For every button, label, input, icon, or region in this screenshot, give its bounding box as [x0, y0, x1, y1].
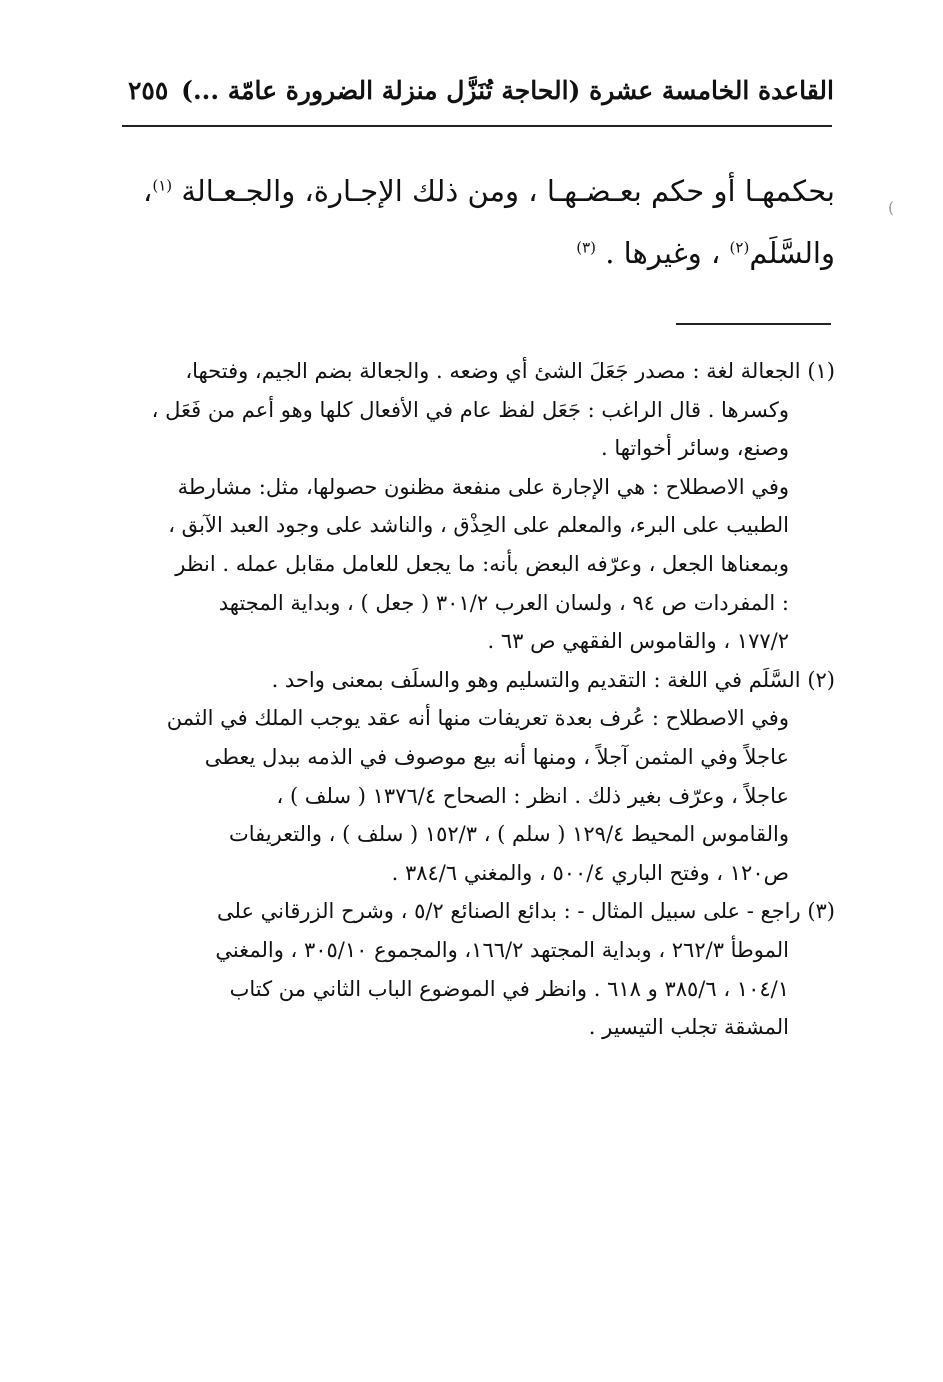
footnote-line: (٣) راجع - على سبيل المثال - : بدائع الصنائع ٥/٢ ، وشرح الزرقاني على	[216, 899, 835, 924]
footnote-line: وكسرها . قال الراغب : جَعَل لفظ عام في الأفعال كلها وهو أعم من فَعَل ،	[151, 397, 789, 422]
main-text-segment: والسَّلَم	[749, 236, 835, 270]
footnote-line: : المفردات ص ٩٤ ، ولسان العرب ٣٠١/٢ ( جعل ) ، وبداية المجتهد	[218, 590, 789, 615]
footnote-separator	[676, 323, 831, 325]
footnote-ref[interactable]: (٢)	[729, 238, 750, 257]
main-text-segment: بحكمهـا أو حكم بعـضـهـا ، ومن ذلك الإجـارة، والجـعـالة	[181, 174, 835, 208]
footnote-line: المشقة تجلب التيسير .	[588, 1015, 789, 1040]
footnote-line: وفي الاصطلاح : هي الإجارة على منفعة مظنون حصولها، مثل: مشارطة	[177, 474, 789, 499]
footnote-line: ص١٢٠ ، وفتح الباري ٥٠٠/٤ ، والمغني ٣٨٤/٦ .	[391, 860, 789, 885]
footnote-ref[interactable]: (٣)	[576, 238, 597, 257]
footnote-line: الموطأ ٢٦٢/٣ ، وبداية المجتهد ١٦٦/٢، والمجموع ٣٠٥/١٠ ، والمغني	[215, 937, 789, 962]
footnote-line: (١) الجعالة لغة : مصدر جَعَلَ الشئ أي وضعه . والجعالة بضم الجيم، وفتحها،	[185, 359, 835, 383]
running-title: القاعدة الخامسة عشرة (الحاجة تُنَزَّل منزلة الضرورة عامّة ...)	[181, 76, 834, 105]
header-rule	[122, 125, 832, 127]
footnote-line: (٢) السَّلَم في اللغة : التقديم والتسليم وهو والسلَف بمعنى واحد .	[271, 667, 835, 692]
footnote-ref[interactable]: (١)	[152, 176, 173, 195]
footnote-3	[120, 892, 835, 1046]
footnote-line: الطبيب على البرء، والمعلم على الحِذْق ، والناشد على وجود العبد الآبق ،	[168, 513, 789, 538]
main-text-segment: ، وغيرها .	[605, 236, 721, 270]
footnote-2	[120, 661, 835, 893]
main-text-line	[115, 160, 835, 222]
footnote-line: وفي الاصطلاح : عُرف بعدة تعريفات منها أنه عقد يوجب الملك في الثمن	[166, 706, 789, 731]
footnote-line: وبمعناها الجعل ، وعرّفه البعض بأنه: ما يجعل للعامل مقابل عمله . انظر	[175, 551, 789, 576]
footnote-1	[120, 352, 835, 661]
main-text-segment: ،	[143, 174, 153, 208]
running-header	[120, 72, 834, 118]
margin-mark: (	[888, 198, 895, 217]
main-text	[115, 160, 835, 284]
page-number: ٢٥٥	[128, 76, 169, 105]
footnote-line: والقاموس المحيط ١٢٩/٤ ( سلم ) ، ١٥٢/٣ ( سلف ) ، والتعريفات	[228, 822, 789, 847]
footnote-line: ١٠٤/١ ، ٣٨٥/٦ و ٦١٨ . وانظر في الموضوع الباب الثاني من كتاب	[229, 976, 789, 1001]
footnote-line: عاجلاً ، وعرّف بغير ذلك . انظر : الصحاح ١٣٧٦/٤ ( سلف ) ،	[276, 783, 789, 808]
footnotes	[120, 352, 835, 1047]
main-text-line	[115, 222, 835, 284]
footnote-line: وصنع، وسائر أخواتها .	[601, 436, 789, 461]
footnote-line: عاجلاً وفي المثمن آجلاً ، ومنها أنه بيع موصوف في الذمه ببدل يعطى	[204, 744, 789, 769]
footnote-line: ١٧٧/٢ ، والقاموس الفقهي ص ٦٣ .	[487, 629, 789, 654]
